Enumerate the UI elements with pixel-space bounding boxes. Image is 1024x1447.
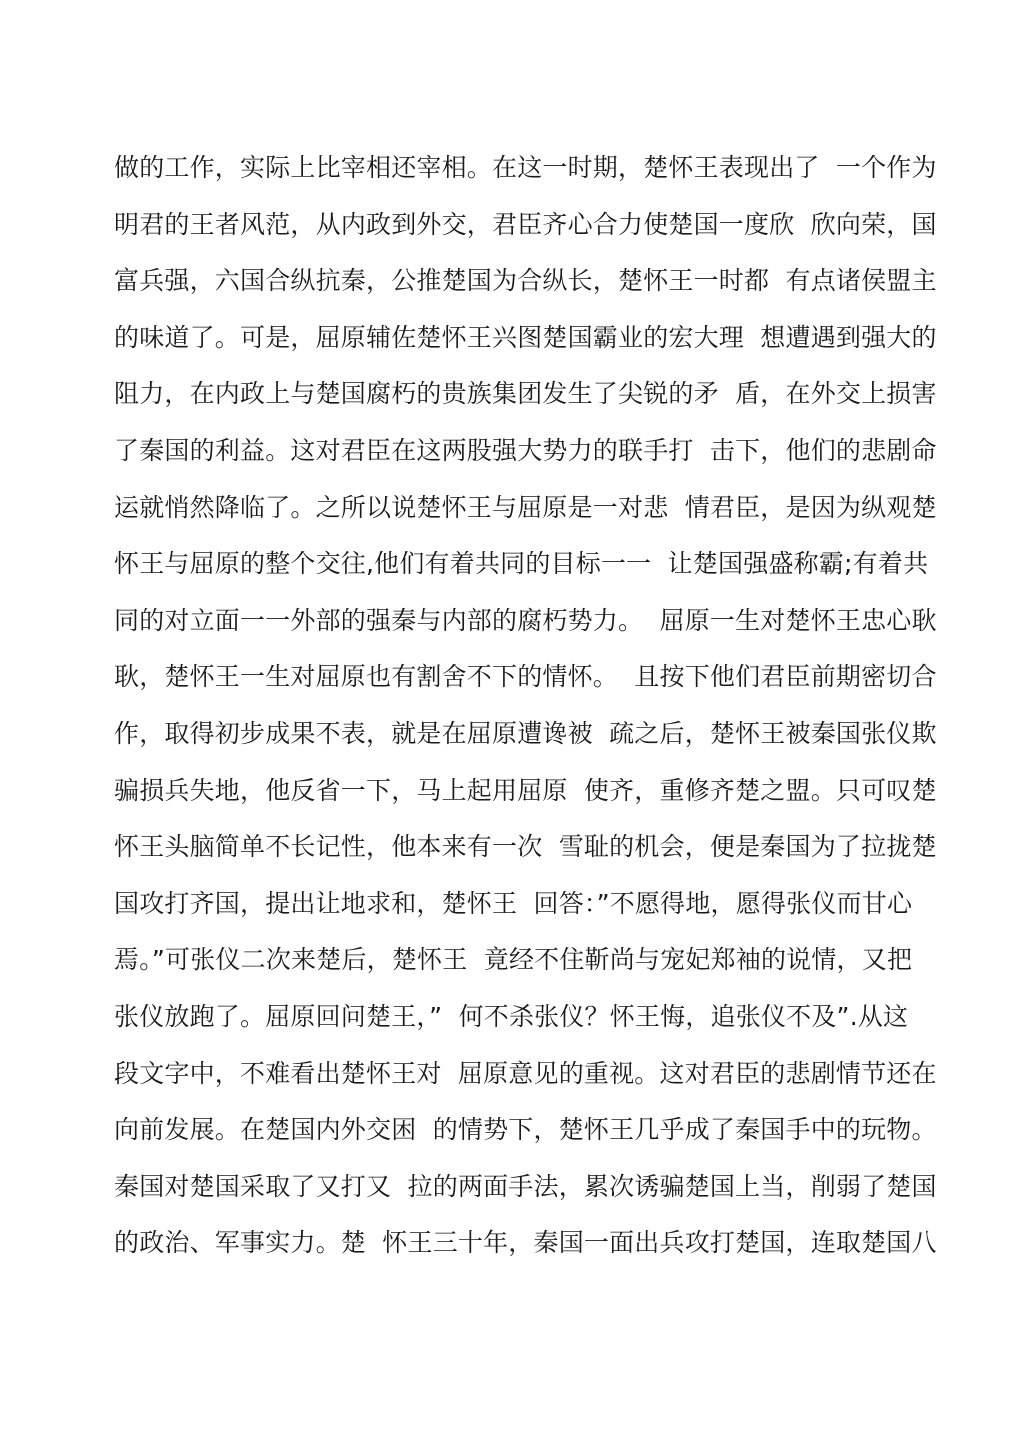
text-line: 张仪放跑了。屈原回问楚王，” 何不杀张仪？怀王悔，追张仪不及”.从这 [114,1001,909,1031]
text-line: 的政治、军事实力。楚 怀王三十年，秦国一面出兵攻打楚国，连取楚国八 [114,1228,937,1258]
text-line: 秦国对楚国采取了又打又 拉的两面手法，累次诱骗楚国上当，削弱了楚国 [114,1171,937,1201]
text-line: 做的工作，实际上比宰相还宰相。在这一时期，楚怀王表现出了 一个作为 [114,153,937,182]
text-line: 的味道了。可是，屈原辅佐楚怀王兴图楚国霸业的宏大理 想遭遇到强大的 [114,322,937,352]
text-line: 耿，楚怀王一生对屈原也有割舍不下的情怀。 且按下他们君臣前期密切合 [114,662,937,692]
text-line: 明君的王者风范，从内政到外交，君臣齐心合力使楚国一度欣 欣向荣，国 [114,209,937,239]
text-line: 了秦国的利益。这对君臣在这两股强大势力的联手打 击下，他们的悲剧命 [114,435,937,465]
text-line: 段文字中，不难看出楚怀王对 屈原意见的重视。这对君臣的悲剧情节还在 [114,1058,937,1088]
text-line: 阻力，在内政上与楚国腐朽的贵族集团发生了尖锐的矛 盾，在外交上损害 [114,379,937,409]
text-line: 同的对立面一一外部的强秦与内部的腐朽势力。 屈原一生对楚怀王忠心耿 [114,605,937,635]
text-line: 向前发展。在楚国内外交困 的情势下，楚怀王几乎成了秦国手中的玩物。 [114,1115,937,1145]
text-line: 怀王头脑简单不长记性，他本来有一次 雪耻的机会，便是秦国为了拉拢楚 [114,832,937,862]
text-line: 国攻打齐国，提出让地求和，楚怀王 回答：”不愿得地，愿得张仪而甘心 [114,888,913,918]
body-text [114,146,937,1278]
text-line: 骗损兵失地，他反省一下，马上起用屈原 使齐，重修齐楚之盟。只可叹楚 [114,775,937,805]
text-line: 作，取得初步成果不表，就是在屈原遭谗被 疏之后，楚怀王被秦国张仪欺 [114,718,937,748]
text-line: 焉。”可张仪二次来楚后，楚怀王 竟经不住靳尚与宠妃郑袖的说情，又把 [114,945,913,975]
text-line: 运就悄然降临了。之所以说楚怀王与屈原是一对悲 情君臣，是因为纵观楚 [114,492,937,522]
text-line: 怀王与屈原的整个交往,他们有着共同的目标一一 让楚国强盛称霸;有着共 [114,549,929,579]
text-line: 富兵强，六国合纵抗秦，公推楚国为合纵长，楚怀王一时都 有点诸侯盟主 [114,266,937,296]
